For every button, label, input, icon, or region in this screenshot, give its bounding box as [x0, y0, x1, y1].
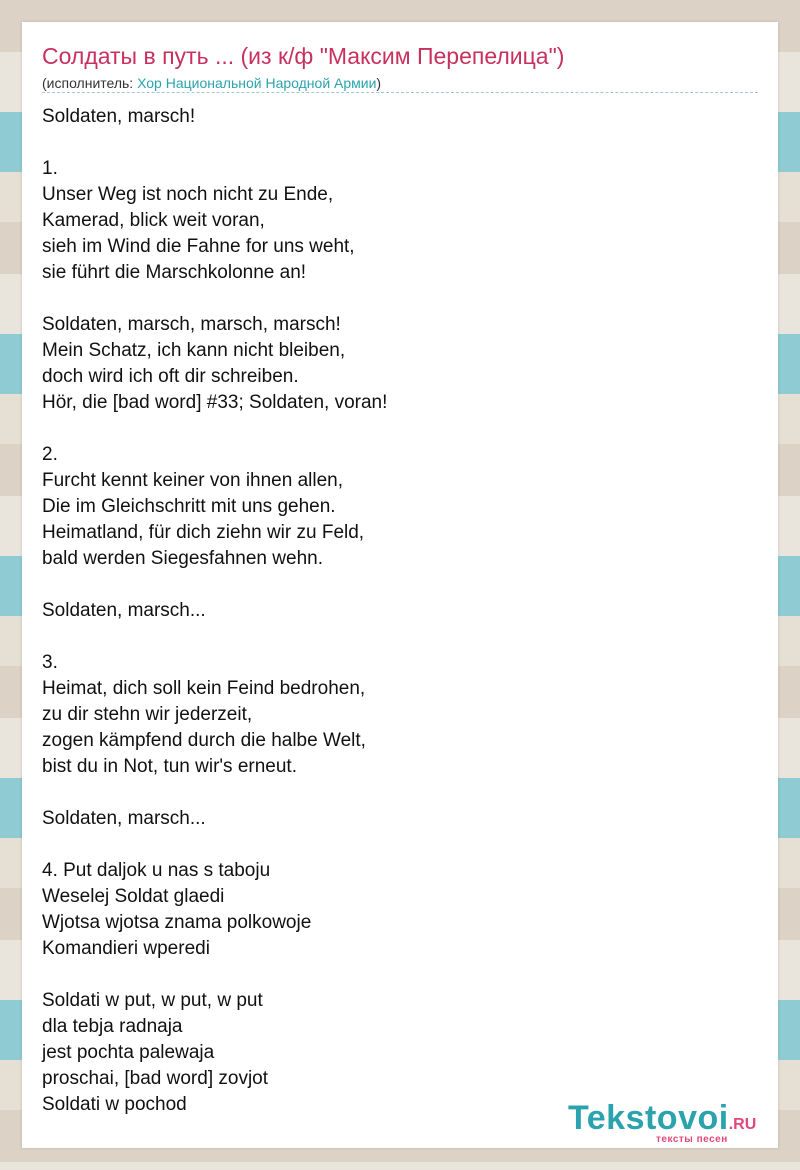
lyrics-text: Soldaten, marsch! 1. Unser Weg ist noch nicht zu Ende, Kamerad, blick weit voran, sieh im Wind die Fahne for uns weht, sie führt die Marschkolonne an! Soldaten, marsch, marsch, marsch! Mein Schatz, ich kann nicht bleiben, doch wird ich oft dir schreiben. Hör, die [bad word] #33; Soldaten, voran! 2. Furcht kennt keiner von ihnen allen, Die im Gleichschritt mit uns gehen. Heimatland, für dich ziehn wir zu Feld, bald werden Siegesfahnen wehn. Soldaten, marsch... 3. Heimat, dich soll kein Feind bedrohen, zu dir stehn wir jederzeit, zogen kämpfend durch die halbe Welt, bist du in Not, tun wir's erneut. Soldaten, marsch... 4. Put daljok u nas s taboju Weselej Soldat glaedi Wjotsa wjotsa znama polkowoje Komandieri wperedi Soldati w put, w put, w put dla tebja radnaja jest pochta palewaja proschai, [bad word] zovjot Soldati w pochod — [42, 106, 388, 1115]
artist-suffix: ) — [376, 75, 382, 91]
artist-line — [42, 74, 381, 92]
logo-tagline: тексты песен — [656, 1134, 728, 1145]
logo-main-text: Tekstovoi — [568, 1099, 729, 1137]
song-title: Солдаты в путь ... (из к/ф "Максим Перепелица") — [42, 43, 565, 69]
header-divider — [42, 92, 758, 93]
artist-prefix: (исполнитель: — [42, 75, 138, 91]
logo-tld: .RU — [728, 1116, 757, 1133]
artist-link[interactable]: Хор Национальной Народной Армии — [137, 75, 377, 91]
site-logo[interactable] — [568, 1099, 757, 1145]
lyrics-card — [22, 22, 778, 1148]
